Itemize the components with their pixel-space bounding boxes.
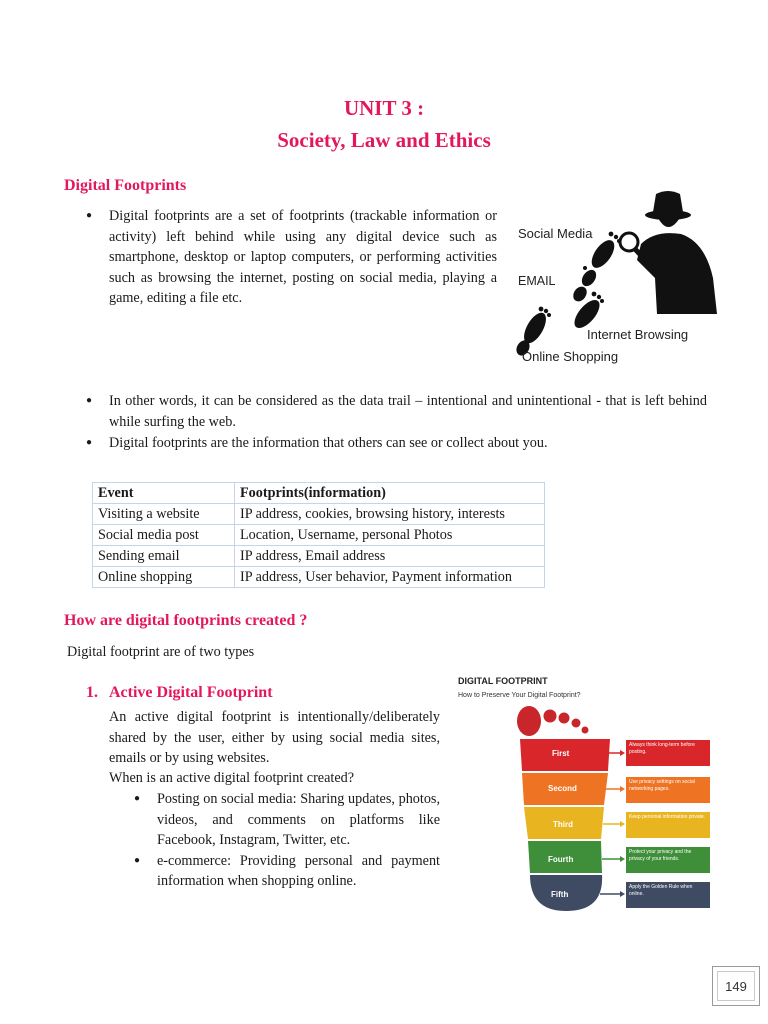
table-row (93, 525, 545, 546)
page-number (712, 966, 760, 1006)
toe-icon (517, 706, 589, 736)
step-tip-third: Keep personal information private. (629, 814, 706, 820)
section-heading-how-created: How are digital footprints created ? (64, 612, 308, 629)
active-footprint-number: 1. (86, 684, 98, 701)
step-tip-fourth: Protect your privacy and the privacy of your friends. (629, 849, 692, 862)
active-footprint-question: When is an active digital footprint created? (109, 770, 355, 786)
active-footprint-heading: Active Digital Footprint (109, 684, 273, 701)
footprint-explanation-list (109, 391, 707, 454)
step-tip-first: Always think long-term before posting. (629, 742, 695, 755)
table-cell: Social media post (93, 525, 235, 546)
table-row (93, 546, 545, 567)
list-item: ● Digital footprints are the information that others can see or collect about you. (109, 433, 707, 454)
table-row (93, 504, 545, 525)
active-footprint-description: An active digital footprint is intentionally/deliberately shared by the user, either by using social media sites, emails or by using websites. (109, 709, 440, 767)
list-item: ● Posting on social media: Sharing updates, photos, videos, and comments on platforms like Facebook, Instagram, Twitter, etc. (157, 789, 440, 851)
footprint-definition-list (109, 206, 497, 309)
types-intro: Digital footprint are of two types (67, 644, 255, 660)
section-heading-digital-footprints: Digital Footprints (64, 177, 187, 194)
step-label-fifth: Fifth (551, 890, 569, 899)
step-label-fourth: Fourth (548, 855, 574, 864)
unit-title: Society, Law and Ethics (277, 128, 491, 152)
illustration-label-internet-browsing: Internet Browsing (587, 327, 689, 342)
list-item: ● In other words, it can be considered as the data trail – intentional and unintentional - that is left behind while surfing the web. (109, 391, 707, 432)
table-cell: Sending email (93, 546, 235, 567)
step-label-third: Third (553, 820, 573, 829)
list-item: ● e-commerce: Providing personal and payment information when shopping online. (157, 851, 440, 892)
table-cell: Visiting a website (93, 504, 235, 525)
table-row (93, 567, 545, 588)
active-footprint-examples (157, 789, 440, 892)
illustration-label-social-media: Social Media (518, 226, 593, 241)
illustration-label-email: EMAIL (518, 274, 556, 288)
page-number-text: 149 (725, 978, 747, 994)
table-header-row (93, 483, 545, 504)
table-header-footprints: Footprints(information) (235, 483, 545, 504)
infographic-subtitle: How to Preserve Your Digital Footprint? (458, 692, 581, 699)
table-header-event: Event (93, 483, 235, 504)
table-cell: IP address, User behavior, Payment information (235, 567, 545, 588)
step-tip-fifth: Apply the Golden Rule when online. (629, 884, 693, 897)
step-label-second: Second (548, 784, 577, 793)
detective-with-magnifier-icon (620, 191, 717, 314)
footprint-illustration (505, 182, 720, 372)
table-cell: Location, Username, personal Photos (235, 525, 545, 546)
step-label-first: First (552, 749, 570, 758)
table-cell: Online shopping (93, 567, 235, 588)
table-cell: IP address, cookies, browsing history, interests (235, 504, 545, 525)
footprints-table (92, 482, 545, 588)
infographic-title: DIGITAL FOOTPRINT (458, 676, 548, 686)
list-item: ● Digital footprints are a set of footprints (trackable information or activity) left behind while using any digital device such as smartphone, desktop or laptop computers, or performing activities such as browsing the internet, posting on social media, playing a game, editing a file etc. (109, 206, 497, 309)
unit-number: UNIT 3 : (343, 96, 425, 120)
table-cell: IP address, Email address (235, 546, 545, 567)
foot-diagram (458, 671, 716, 916)
step-tip-second: Use privacy settings on social networking pages. (629, 779, 695, 792)
illustration-label-online-shopping: Online Shopping (522, 349, 619, 364)
digital-footprint-infographic (458, 671, 716, 916)
